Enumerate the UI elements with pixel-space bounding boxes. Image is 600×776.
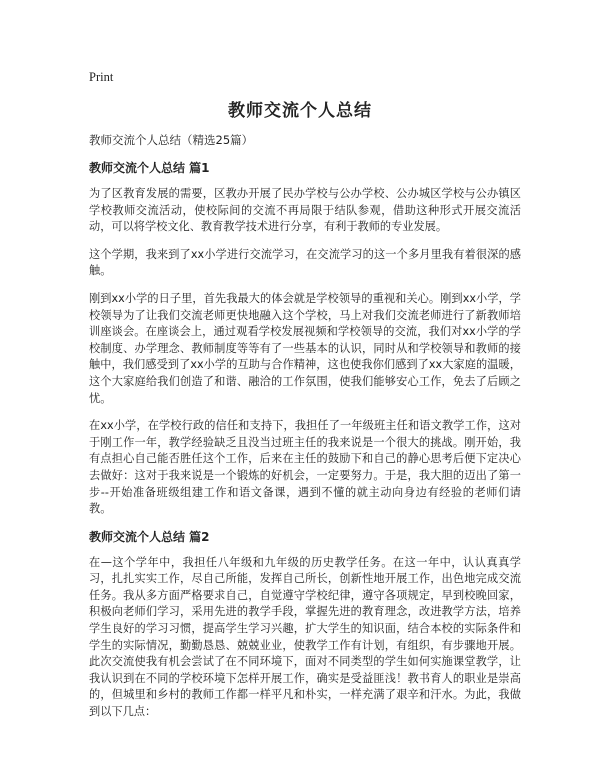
- document-title: 教师交流个人总结: [228, 101, 372, 121]
- document-body: [89, 132, 521, 732]
- document-subtitle: 教师交流个人总结（精选25篇）: [89, 133, 254, 147]
- paragraph: 刚到xx小学的日子里，首先我最大的体会就是学校领导的重视和关心。刚到xx小学，学校领导为了让我们交流老师更快地融入这个学校，马上对我们交流老师进行了新教师培训座谈会。在座谈会上，通过观看学校发展视频和学校领导的交流，我们对xx小学的学校制度、办学理念、教师制度等等有了一些基本的认识，同时从和学校领导和教师的接触中，我们感受到了xx小学的互助与合作精神，这也使我你们感到了xx大家庭的温暖，这个大家庭给我们创造了和谐、融洽的工作氛围，使我们能够安心工作，免去了后顾之忧。: [89, 291, 521, 405]
- paragraph: 为了区教育发展的需要，区教办开展了民办学校与公办学校、公办城区学校与公办镇区学校教师交流活动，使校际间的交流不再局限于结队参观，借助这种形式开展交流活动，可以将学校文化、教育教学技术进行分享，有利于教师的专业发展。: [89, 187, 521, 234]
- section-heading-2: 教师交流个人总结 篇2: [89, 529, 210, 544]
- paragraph: 在—这个学年中，我担任八年级和九年级的历史教学任务。在这一年中，认认真真学习，扎扎实实工作，尽自己所能，发挥自己所长，创新性地开展工作，出色地完成交流任务。我从多方面严格要求自己，自觉遵守学校纪律，遵守各项规定，早到校晚回家，积极向老师们学习，采用先进的教学手段，掌握先进的教育理念，改进教学方法，培养学生良好的学习习惯，提高学生学习兴趣，扩大学生的知识面，结合本校的实际条件和学生的实际情况，勤勤恳恳、兢兢业业，使教学工作有计划，有组织，有步骤地开展。此次交流使我有机会尝试了在不同环境下，面对不同类型的学生如何实施课堂教学，让我认识到在不同的学校环境下怎样开展工作，确实是受益匪浅！教书育人的职业是崇高的，但城里和乡村的教师工作都一样平凡和朴实，一样充满了艰辛和汗水。为此，我做到以下几点：: [89, 555, 521, 719]
- section-heading-1: 教师交流个人总结 篇1: [89, 161, 210, 175]
- paragraph: 在xx小学，在学校行政的信任和支持下，我担任了一年级班主任和语文教学工作，这对于刚工作一年，教学经验缺乏且没当过班主任的我来说是一个很大的挑战。刚开始，我有点担心自己能否胜任这个工作，后来在主任的鼓励下和自己的静心思考后便下定决心去做好：这对于我来说是一个锻炼的好机会，一定要努力。于是，我大胆的迈出了第一步--开始准备班级组建工作和语文备课，遇到不懂的就主动向身边有经验的老师们请教。: [89, 419, 521, 516]
- paragraph: 这个学期，我来到了xx小学进行交流学习，在交流学习的这一个多月里我有着很深的感触。: [89, 247, 521, 278]
- print-link[interactable]: Print: [89, 70, 114, 84]
